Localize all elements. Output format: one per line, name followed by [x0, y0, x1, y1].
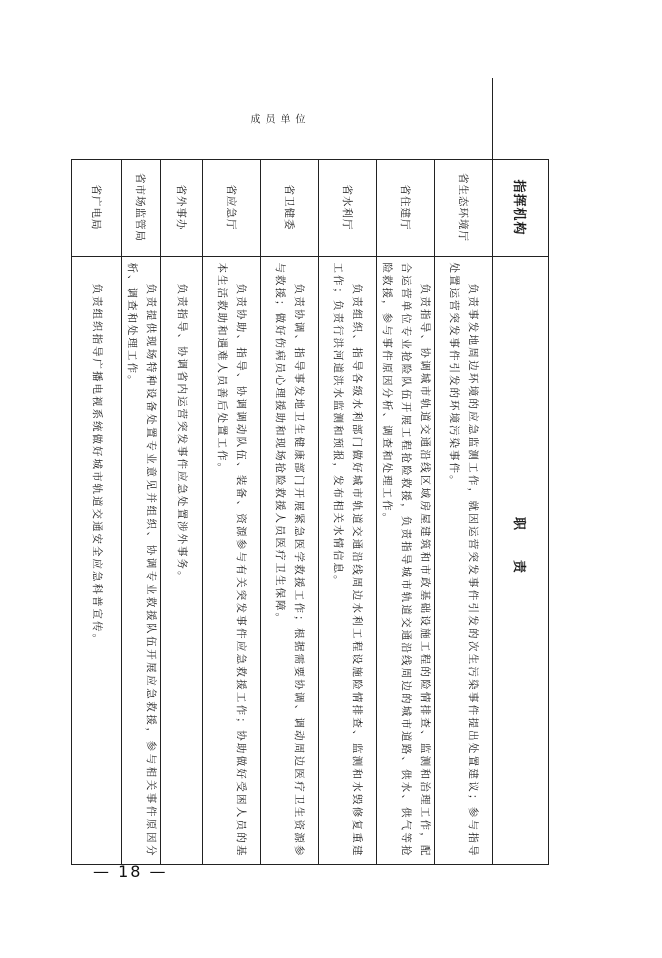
table-row — [319, 78, 377, 864]
org-cell: 省市场监管局 — [122, 159, 161, 256]
org-cell: 省生态环境厅 — [435, 159, 493, 256]
duty-cell: 负责提供现场特种设备处置专业意见并组织、协调专业救援队伍开展应急救援，参与相关事件原因分析、调查和处理工作。 — [122, 256, 161, 864]
org-cell: 省广电局 — [72, 159, 122, 256]
duty-cell: 负责事发地周边环境的应急监测工作，就因运营突发事件引发的次生污染事件提出处置建议；参与指导处置运营突发事件引发的环境污染事件。 — [435, 256, 493, 864]
table-row — [203, 78, 261, 864]
org-cell: 省卫健委 — [261, 159, 319, 256]
group-cell — [72, 78, 493, 159]
page-number: — 18 — — [93, 862, 168, 881]
table-row — [122, 78, 161, 864]
table-row — [261, 78, 319, 864]
group-label: 成员单位 — [250, 114, 311, 126]
header-org: 指挥机构 — [493, 159, 549, 256]
duty-cell: 负责协助、指导、协调调动队伍、装备、资源参与有关突发事件应急救援工作；协助做好受困人员的基本生活救助和遇难人员善后处置工作。 — [203, 256, 261, 864]
duty-cell: 负责指导、协调省内运营突发事件应急处置涉外事务。 — [161, 256, 203, 864]
table-row — [377, 78, 435, 864]
duty-cell: 负责协调、指导事发地卫生健康部门开展紧急医学救援工作；根据需要协调、调动周边医疗卫生资源参与救援；做好伤病员心理援助和现场抢险救援人员医疗卫生保障。 — [261, 256, 319, 864]
duty-cell: 负责组织指导广播电视系统做好城市轨道交通安全应急科普宣传。 — [72, 256, 122, 864]
rotated-page-content — [78, 78, 549, 864]
org-cell: 省应急厅 — [203, 159, 261, 256]
command-structure-table — [71, 78, 549, 865]
table-header-row — [493, 78, 549, 864]
header-blank-cell — [493, 78, 549, 159]
org-cell: 省住建厅 — [377, 159, 435, 256]
header-duty: 职责 — [493, 256, 549, 864]
table-row — [435, 78, 493, 864]
table-row — [72, 78, 122, 864]
org-cell: 省外事办 — [161, 159, 203, 256]
org-cell: 省水利厅 — [319, 159, 377, 256]
duty-cell: 负责指导、协调城市轨道交通沿线区域房屋建筑和市政基础设施工程的险情排查、监测和治理工作，配合运营单位专业抢险队伍开展工程抢险救援，负责指导城市轨道交通沿线周边的城市道路、供水、供气等抢险救援，参与事件原因分析、调查和处理工作。 — [377, 256, 435, 864]
duty-cell: 负责组织、指导各级水利部门做好城市轨道交通沿线周边水利工程设施险情排查、监测和水毁修复重建工作；负责行洪河道洪水监测和预报，发布相关水情信息。 — [319, 256, 377, 864]
table-row — [161, 78, 203, 864]
